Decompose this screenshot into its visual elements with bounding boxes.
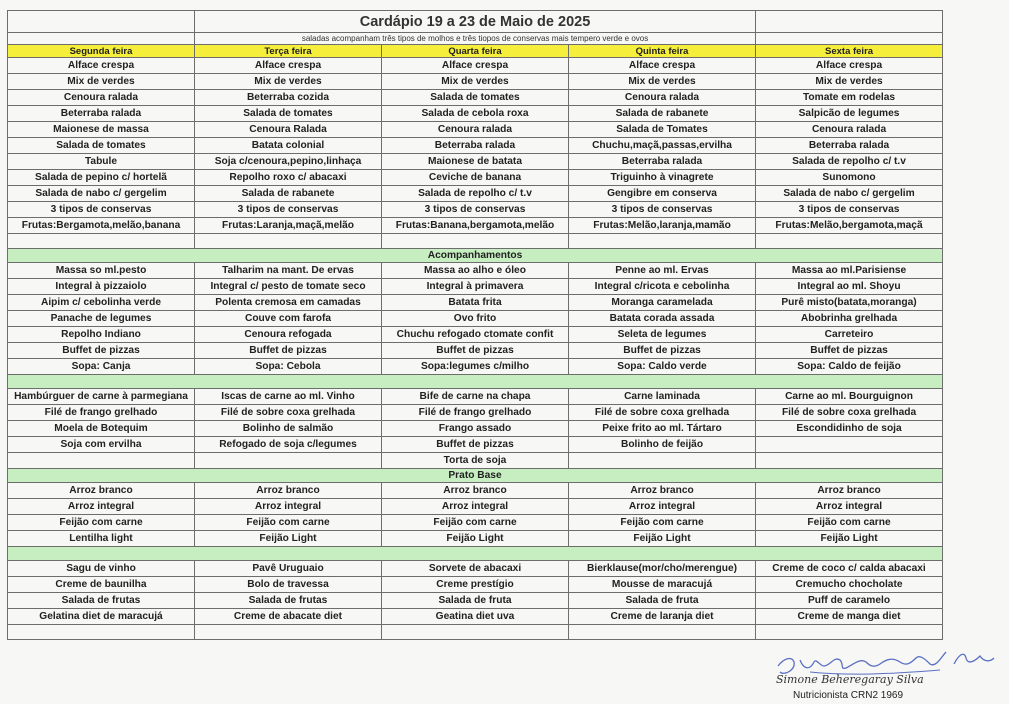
saladas-item-monday: Beterraba ralada xyxy=(8,106,195,122)
spacer-cell xyxy=(8,625,195,640)
pratos-item-monday xyxy=(8,453,195,469)
pratos-row xyxy=(8,437,943,453)
saladas-item-thursday: Triguinho à vinagrete xyxy=(569,170,756,186)
saladas-item-tuesday: Soja c/cenoura,pepino,linhaça xyxy=(195,154,382,170)
pratos-item-thursday: Carne laminada xyxy=(569,389,756,405)
sobremesas-item-monday: Creme de baunilha xyxy=(8,577,195,593)
pratos-item-friday xyxy=(756,437,943,453)
saladas-row xyxy=(8,58,943,74)
menu-sheet xyxy=(7,10,942,640)
saladas-item-wednesday: Cenoura ralada xyxy=(382,122,569,138)
acompanhamentos-item-thursday: Sopa: Caldo verde xyxy=(569,359,756,375)
acompanhamentos-item-friday: Integral ao ml. Shoyu xyxy=(756,279,943,295)
sobremesas-item-friday: Creme de manga diet xyxy=(756,609,943,625)
saladas-row xyxy=(8,74,943,90)
saladas-item-wednesday: Salada de tomates xyxy=(382,90,569,106)
sobremesas-item-tuesday: Pavê Uruguaio xyxy=(195,561,382,577)
pratos-item-tuesday: Refogado de soja c/legumes xyxy=(195,437,382,453)
saladas-item-monday: Mix de verdes xyxy=(8,74,195,90)
pratos-row xyxy=(8,421,943,437)
acompanhamentos-item-wednesday: Ovo frito xyxy=(382,311,569,327)
saladas-item-thursday: Salada de rabanete xyxy=(569,106,756,122)
acompanhamentos-row xyxy=(8,295,943,311)
prato_base-item-monday: Arroz integral xyxy=(8,499,195,515)
saladas-item-friday: Mix de verdes xyxy=(756,74,943,90)
saladas-item-thursday: 3 tipos de conservas xyxy=(569,202,756,218)
day-header-monday: Segunda feira xyxy=(8,45,195,58)
pratos-item-monday: Hambúrguer de carne à parmegiana xyxy=(8,389,195,405)
section-divider xyxy=(8,375,943,389)
saladas-row xyxy=(8,90,943,106)
saladas-item-tuesday: Frutas:Laranja,maçã,melão xyxy=(195,218,382,234)
saladas-item-friday: Salpicão de legumes xyxy=(756,106,943,122)
acompanhamentos-item-wednesday: Integral à primavera xyxy=(382,279,569,295)
acompanhamentos-item-wednesday: Buffet de pizzas xyxy=(382,343,569,359)
pratos-row xyxy=(8,389,943,405)
acompanhamentos-item-tuesday: Polenta cremosa em camadas xyxy=(195,295,382,311)
saladas-item-friday: Sunomono xyxy=(756,170,943,186)
saladas-item-tuesday: 3 tipos de conservas xyxy=(195,202,382,218)
acompanhamentos-row xyxy=(8,311,943,327)
acompanhamentos-item-wednesday: Batata frita xyxy=(382,295,569,311)
day-header-tuesday: Terça feira xyxy=(195,45,382,58)
menu-body xyxy=(8,11,943,640)
prato_base-row xyxy=(8,531,943,547)
saladas-item-monday: Maionese de massa xyxy=(8,122,195,138)
saladas-item-monday: Salada de nabo c/ gergelim xyxy=(8,186,195,202)
acompanhamentos-item-thursday: Integral c/ricota e cebolinha xyxy=(569,279,756,295)
sobremesas-item-wednesday: Geatina diet uva xyxy=(382,609,569,625)
spacer-cell xyxy=(8,234,195,249)
prato_base-item-monday: Arroz branco xyxy=(8,483,195,499)
acompanhamentos-item-monday: Buffet de pizzas xyxy=(8,343,195,359)
saladas-item-friday: Beterraba ralada xyxy=(756,138,943,154)
saladas-item-friday: Salada de repolho c/ t.v xyxy=(756,154,943,170)
sobremesas-item-monday: Salada de frutas xyxy=(8,593,195,609)
pratos-item-tuesday: Iscas de carne ao ml. Vinho xyxy=(195,389,382,405)
saladas-item-thursday: Mix de verdes xyxy=(569,74,756,90)
saladas-item-tuesday: Beterraba cozida xyxy=(195,90,382,106)
prato_base-item-tuesday: Feijão com carne xyxy=(195,515,382,531)
spacer-cell xyxy=(569,234,756,249)
pratos-item-friday: Escondidinho de soja xyxy=(756,421,943,437)
prato_base-row xyxy=(8,499,943,515)
saladas-item-monday: Salada de pepino c/ hortelã xyxy=(8,170,195,186)
prato_base-item-friday: Arroz integral xyxy=(756,499,943,515)
pratos-item-tuesday: Bolinho de salmão xyxy=(195,421,382,437)
acompanhamentos-item-wednesday: Massa ao alho e óleo xyxy=(382,263,569,279)
saladas-item-wednesday: Ceviche de banana xyxy=(382,170,569,186)
acompanhamentos-item-tuesday: Talharim na mant. De ervas xyxy=(195,263,382,279)
pratos-item-wednesday: Bife de carne na chapa xyxy=(382,389,569,405)
day-header-wednesday: Quarta feira xyxy=(382,45,569,58)
sobremesas-item-thursday: Bierklause(mor/cho/merengue) xyxy=(569,561,756,577)
menu-title: Cardápio 19 a 23 de Maio de 2025 xyxy=(195,11,756,33)
pratos-row xyxy=(8,405,943,421)
sobremesas-row xyxy=(8,577,943,593)
saladas-row xyxy=(8,154,943,170)
pratos-item-wednesday: Frango assado xyxy=(382,421,569,437)
pratos-item-thursday xyxy=(569,453,756,469)
saladas-item-wednesday: Alface crespa xyxy=(382,58,569,74)
section-divider xyxy=(8,547,943,561)
signature-role: Nutricionista CRN2 1969 xyxy=(793,690,904,701)
spacer-cell xyxy=(756,234,943,249)
saladas-item-tuesday: Salada de rabanete xyxy=(195,186,382,202)
acompanhamentos-item-friday: Carreteiro xyxy=(756,327,943,343)
menu-table xyxy=(7,10,943,640)
signature-name: Simone Beheregaray Silva xyxy=(776,673,924,686)
acompanhamentos-item-wednesday: Chuchu refogado ctomate confit xyxy=(382,327,569,343)
prato_base-row xyxy=(8,515,943,531)
saladas-item-monday: Alface crespa xyxy=(8,58,195,74)
acompanhamentos-item-tuesday: Buffet de pizzas xyxy=(195,343,382,359)
saladas-item-tuesday: Repolho roxo c/ abacaxi xyxy=(195,170,382,186)
acompanhamentos-item-monday: Aipim c/ cebolinha verde xyxy=(8,295,195,311)
sobremesas-item-wednesday: Sorvete de abacaxi xyxy=(382,561,569,577)
prato_base-row xyxy=(8,483,943,499)
prato_base-item-friday: Feijão com carne xyxy=(756,515,943,531)
prato_base-item-wednesday: Arroz integral xyxy=(382,499,569,515)
saladas-item-friday: Tomate em rodelas xyxy=(756,90,943,106)
acompanhamentos-row xyxy=(8,343,943,359)
saladas-item-thursday: Alface crespa xyxy=(569,58,756,74)
title-right-cell xyxy=(756,11,943,33)
saladas-item-tuesday: Cenoura Ralada xyxy=(195,122,382,138)
pratos-item-wednesday: Buffet de pizzas xyxy=(382,437,569,453)
saladas-row xyxy=(8,138,943,154)
saladas-item-thursday: Gengibre em conserva xyxy=(569,186,756,202)
spacer-cell xyxy=(569,625,756,640)
acompanhamentos-item-friday: Buffet de pizzas xyxy=(756,343,943,359)
sobremesas-item-friday: Cremucho chocholate xyxy=(756,577,943,593)
acompanhamentos-item-monday: Repolho Indiano xyxy=(8,327,195,343)
saladas-row xyxy=(8,186,943,202)
acompanhamentos-item-friday: Purê misto(batata,moranga) xyxy=(756,295,943,311)
acompanhamentos-item-tuesday: Integral c/ pesto de tomate seco xyxy=(195,279,382,295)
acompanhamentos-item-tuesday: Sopa: Cebola xyxy=(195,359,382,375)
prato_base-item-wednesday: Arroz branco xyxy=(382,483,569,499)
saladas-row xyxy=(8,170,943,186)
saladas-item-monday: Cenoura ralada xyxy=(8,90,195,106)
saladas-item-monday: Salada de tomates xyxy=(8,138,195,154)
pratos-item-tuesday: Filé de sobre coxa grelhada xyxy=(195,405,382,421)
saladas-item-thursday: Beterraba ralada xyxy=(569,154,756,170)
saladas-item-wednesday: Mix de verdes xyxy=(382,74,569,90)
pratos-item-friday xyxy=(756,453,943,469)
spacer-cell xyxy=(382,234,569,249)
saladas-item-tuesday: Alface crespa xyxy=(195,58,382,74)
prato_base-item-tuesday: Feijão Light xyxy=(195,531,382,547)
pratos-item-thursday: Bolinho de feijão xyxy=(569,437,756,453)
acompanhamentos-item-tuesday: Couve com farofa xyxy=(195,311,382,327)
prato_base-item-wednesday: Feijão Light xyxy=(382,531,569,547)
section-prato-base: Prato Base xyxy=(8,469,943,483)
saladas-item-friday: Frutas:Melão,bergamota,maçã xyxy=(756,218,943,234)
spacer-cell xyxy=(382,625,569,640)
spacer-cell xyxy=(195,234,382,249)
pratos-item-wednesday: Torta de soja xyxy=(382,453,569,469)
saladas-item-thursday: Cenoura ralada xyxy=(569,90,756,106)
acompanhamentos-item-thursday: Seleta de legumes xyxy=(569,327,756,343)
saladas-item-thursday: Chuchu,maçã,passas,ervilha xyxy=(569,138,756,154)
prato_base-item-wednesday: Feijão com carne xyxy=(382,515,569,531)
pratos-item-monday: Moela de Botequim xyxy=(8,421,195,437)
sobremesas-item-thursday: Salada de fruta xyxy=(569,593,756,609)
saladas-item-tuesday: Mix de verdes xyxy=(195,74,382,90)
saladas-item-wednesday: 3 tipos de conservas xyxy=(382,202,569,218)
sobremesas-row xyxy=(8,561,943,577)
saladas-row xyxy=(8,106,943,122)
saladas-row xyxy=(8,122,943,138)
prato_base-item-thursday: Arroz integral xyxy=(569,499,756,515)
saladas-item-friday: Salada de nabo c/ gergelim xyxy=(756,186,943,202)
saladas-item-friday: 3 tipos de conservas xyxy=(756,202,943,218)
prato_base-item-tuesday: Arroz integral xyxy=(195,499,382,515)
acompanhamentos-item-thursday: Batata corada assada xyxy=(569,311,756,327)
sobremesas-item-monday: Sagu de vinho xyxy=(8,561,195,577)
section-acompanhamentos: Acompanhamentos xyxy=(8,249,943,263)
spacer-cell xyxy=(195,625,382,640)
saladas-row xyxy=(8,218,943,234)
saladas-item-wednesday: Salada de repolho c/ t.v xyxy=(382,186,569,202)
prato_base-item-thursday: Feijão com carne xyxy=(569,515,756,531)
saladas-item-tuesday: Salada de tomates xyxy=(195,106,382,122)
sobremesas-item-thursday: Mousse de maracujá xyxy=(569,577,756,593)
sobremesas-item-thursday: Creme de laranja diet xyxy=(569,609,756,625)
saladas-row xyxy=(8,202,943,218)
prato_base-item-thursday: Arroz branco xyxy=(569,483,756,499)
menu-subtitle: saladas acompanham três tipos de molhos e três tiopos de conservas mais tempero verde e ovos xyxy=(195,33,756,45)
sobremesas-item-wednesday: Salada de fruta xyxy=(382,593,569,609)
pratos-item-friday: Carne ao ml. Bourguignon xyxy=(756,389,943,405)
acompanhamentos-item-monday: Panache de legumes xyxy=(8,311,195,327)
sobremesas-item-tuesday: Bolo de travessa xyxy=(195,577,382,593)
title-left-cell xyxy=(8,11,195,33)
saladas-item-friday: Alface crespa xyxy=(756,58,943,74)
prato_base-item-friday: Feijão Light xyxy=(756,531,943,547)
prato_base-item-friday: Arroz branco xyxy=(756,483,943,499)
subtitle-right-cell xyxy=(756,33,943,45)
prato_base-item-tuesday: Arroz branco xyxy=(195,483,382,499)
sobremesas-item-wednesday: Creme prestígio xyxy=(382,577,569,593)
saladas-item-wednesday: Salada de cebola roxa xyxy=(382,106,569,122)
pratos-item-monday: Soja com ervilha xyxy=(8,437,195,453)
pratos-item-wednesday: Filé de frango grelhado xyxy=(382,405,569,421)
acompanhamentos-item-friday: Sopa: Caldo de feijão xyxy=(756,359,943,375)
pratos-item-thursday: Peixe frito ao ml. Tártaro xyxy=(569,421,756,437)
acompanhamentos-item-monday: Sopa: Canja xyxy=(8,359,195,375)
saladas-item-friday: Cenoura ralada xyxy=(756,122,943,138)
sobremesas-item-tuesday: Salada de frutas xyxy=(195,593,382,609)
saladas-item-tuesday: Batata colonial xyxy=(195,138,382,154)
prato_base-item-monday: Lentilha light xyxy=(8,531,195,547)
prato_base-item-monday: Feijão com carne xyxy=(8,515,195,531)
acompanhamentos-item-thursday: Buffet de pizzas xyxy=(569,343,756,359)
pratos-row xyxy=(8,453,943,469)
acompanhamentos-item-thursday: Penne ao ml. Ervas xyxy=(569,263,756,279)
acompanhamentos-row xyxy=(8,279,943,295)
acompanhamentos-item-monday: Massa so ml.pesto xyxy=(8,263,195,279)
saladas-item-thursday: Frutas:Melão,laranja,mamão xyxy=(569,218,756,234)
pratos-item-thursday: Filé de sobre coxa grelhada xyxy=(569,405,756,421)
acompanhamentos-item-monday: Integral à pizzaiolo xyxy=(8,279,195,295)
pratos-item-friday: Filé de sobre coxa grelhada xyxy=(756,405,943,421)
saladas-item-wednesday: Beterraba ralada xyxy=(382,138,569,154)
acompanhamentos-row xyxy=(8,327,943,343)
saladas-item-wednesday: Frutas:Banana,bergamota,melão xyxy=(382,218,569,234)
saladas-item-monday: Tabule xyxy=(8,154,195,170)
acompanhamentos-item-tuesday: Cenoura refogada xyxy=(195,327,382,343)
acompanhamentos-item-friday: Massa ao ml.Parisiense xyxy=(756,263,943,279)
sobremesas-item-friday: Creme de coco c/ calda abacaxi xyxy=(756,561,943,577)
sobremesas-item-monday: Gelatina diet de maracujá xyxy=(8,609,195,625)
subtitle-left-cell xyxy=(8,33,195,45)
acompanhamentos-row xyxy=(8,263,943,279)
saladas-item-monday: 3 tipos de conservas xyxy=(8,202,195,218)
saladas-item-wednesday: Maionese de batata xyxy=(382,154,569,170)
sobremesas-item-friday: Puff de caramelo xyxy=(756,593,943,609)
acompanhamentos-item-wednesday: Sopa:legumes c/milho xyxy=(382,359,569,375)
sobremesas-item-tuesday: Creme de abacate diet xyxy=(195,609,382,625)
saladas-item-thursday: Salada de Tomates xyxy=(569,122,756,138)
acompanhamentos-item-thursday: Moranga caramelada xyxy=(569,295,756,311)
day-header-thursday: Quinta feira xyxy=(569,45,756,58)
acompanhamentos-row xyxy=(8,359,943,375)
prato_base-item-thursday: Feijão Light xyxy=(569,531,756,547)
sobremesas-row xyxy=(8,593,943,609)
saladas-item-monday: Frutas:Bergamota,melão,banana xyxy=(8,218,195,234)
day-header-friday: Sexta feira xyxy=(756,45,943,58)
pratos-item-tuesday xyxy=(195,453,382,469)
sobremesas-row xyxy=(8,609,943,625)
pratos-item-monday: Filé de frango grelhado xyxy=(8,405,195,421)
acompanhamentos-item-friday: Abobrinha grelhada xyxy=(756,311,943,327)
